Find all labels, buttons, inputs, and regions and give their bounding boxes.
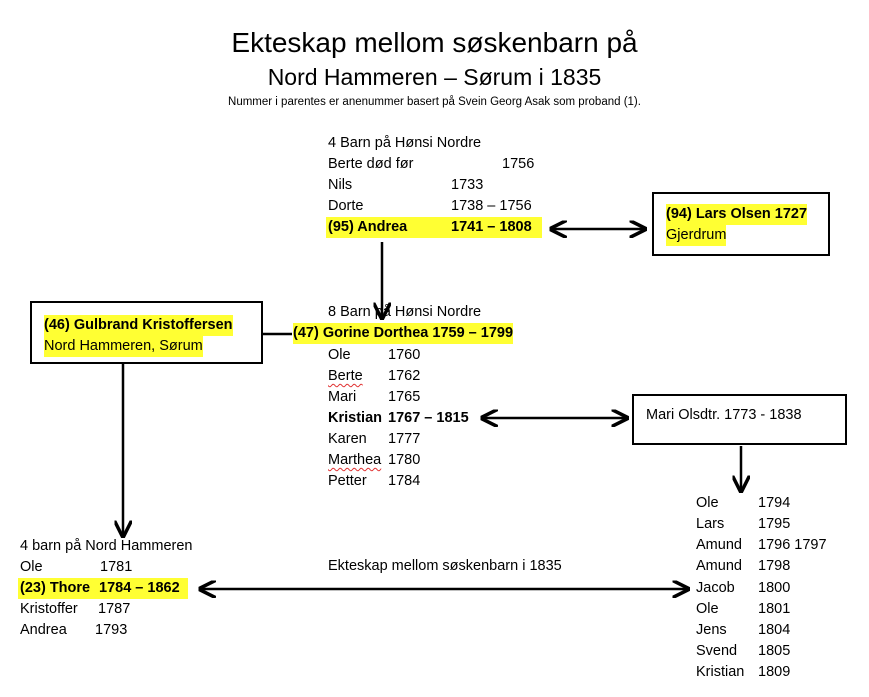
mari-child-years: 1809: [758, 664, 791, 680]
hammeren-children-header: 4 barn på Nord Hammeren: [20, 538, 193, 554]
page-subtitle: Nord Hammeren – Sørum i 1835: [267, 64, 602, 90]
mari-child-years: 1796 1797: [758, 537, 827, 553]
marriage-label: Ekteskap mellom søskenbarn i 1835: [328, 558, 562, 574]
mari-child-years: 1798: [758, 558, 791, 574]
hammeren-child-years: 1784 – 1862: [99, 580, 180, 596]
gorine-child-name: Petter: [328, 473, 367, 489]
mari-child-name: Kristian: [696, 664, 745, 680]
gorine-child-years: 1780: [388, 452, 421, 468]
hammeren-child-name: Kristoffer: [20, 601, 78, 617]
hoensi-child-years: 1741 – 1808: [451, 219, 532, 235]
hoensi-child-years: 1756: [502, 156, 535, 172]
mari-child-name: Jacob: [696, 580, 735, 596]
hoensi-child-years: 1733: [451, 177, 484, 193]
hoensi-child-years: 1738 – 1756: [451, 198, 532, 214]
hammeren-child-years: 1793: [95, 622, 128, 638]
gorine-children-header: 8 Barn på Hønsi Nordre: [328, 304, 482, 320]
gorine-child-name: Mari: [328, 389, 357, 405]
mari-child-years: 1804: [758, 622, 791, 638]
gorine-child-name: Karen: [328, 431, 367, 447]
gorine-child-years: 1777: [388, 431, 421, 447]
mari-child-years: 1795: [758, 516, 791, 532]
mari-child-name: Lars: [696, 516, 725, 532]
hammeren-child-name: (23) Thore: [20, 580, 91, 596]
gorine-child-years: 1765: [388, 389, 421, 405]
gulbrand-box: [30, 301, 263, 364]
hoensi-child-name: Berte død før: [328, 156, 414, 172]
mari-child-name: Jens: [696, 622, 727, 638]
mari-child-name: Ole: [696, 601, 719, 617]
gorine-child-years: 1762: [388, 368, 421, 384]
mari-child-name: Ole: [696, 495, 719, 511]
andrea-row: [326, 217, 542, 238]
gorine-child-years: 1767 – 1815: [388, 410, 469, 426]
hammeren-child-years: 1787: [98, 601, 131, 617]
hammeren-child-name: Andrea: [20, 622, 67, 638]
gorine-child-name: Marthea: [328, 452, 382, 468]
gorine-child-name: Kristian: [328, 410, 382, 426]
page-note: Nummer i parentes er anenummer basert på Svein Georg Asak som proband (1).: [228, 96, 641, 108]
hoensi-children-header: 4 Barn på Hønsi Nordre: [328, 135, 482, 151]
lars-olsen-place: Gjerdrum: [666, 225, 726, 246]
thore-row: [18, 578, 188, 599]
mari-olsdtr-box: [632, 394, 847, 445]
gulbrand-name: (46) Gulbrand Kristoffersen: [44, 315, 233, 336]
gulbrand-place: Nord Hammeren, Sørum: [44, 336, 203, 357]
gorine-child-years: 1760: [388, 347, 421, 363]
mari-child-name: Svend: [696, 643, 738, 659]
mari-child-name: Amund: [696, 558, 742, 574]
gorine-child-name: Berte: [328, 368, 363, 384]
hoensi-child-name: (95) Andrea: [328, 219, 408, 235]
mari-child-years: 1794: [758, 495, 791, 511]
gorine-parent: (47) Gorine Dorthea 1759 – 1799: [293, 323, 513, 344]
hoensi-child-name: Dorte: [328, 198, 364, 214]
mari-child-years: 1800: [758, 580, 791, 596]
mari-olsdtr-name: Mari Olsdtr. 1773 - 1838: [646, 407, 802, 423]
hoensi-child-name: Nils: [328, 177, 353, 193]
page-title: Ekteskap mellom søskenbarn på: [231, 27, 638, 58]
gorine-child-years: 1784: [388, 473, 421, 489]
hammeren-child-name: Ole: [20, 559, 43, 575]
mari-child-name: Amund: [696, 537, 742, 553]
lars-olsen-box: [652, 192, 830, 256]
mari-child-years: 1805: [758, 643, 791, 659]
lars-olsen-name: (94) Lars Olsen 1727: [666, 204, 807, 225]
mari-child-years: 1801: [758, 601, 791, 617]
gorine-child-name: Ole: [328, 347, 351, 363]
hammeren-child-years: 1781: [100, 559, 133, 575]
